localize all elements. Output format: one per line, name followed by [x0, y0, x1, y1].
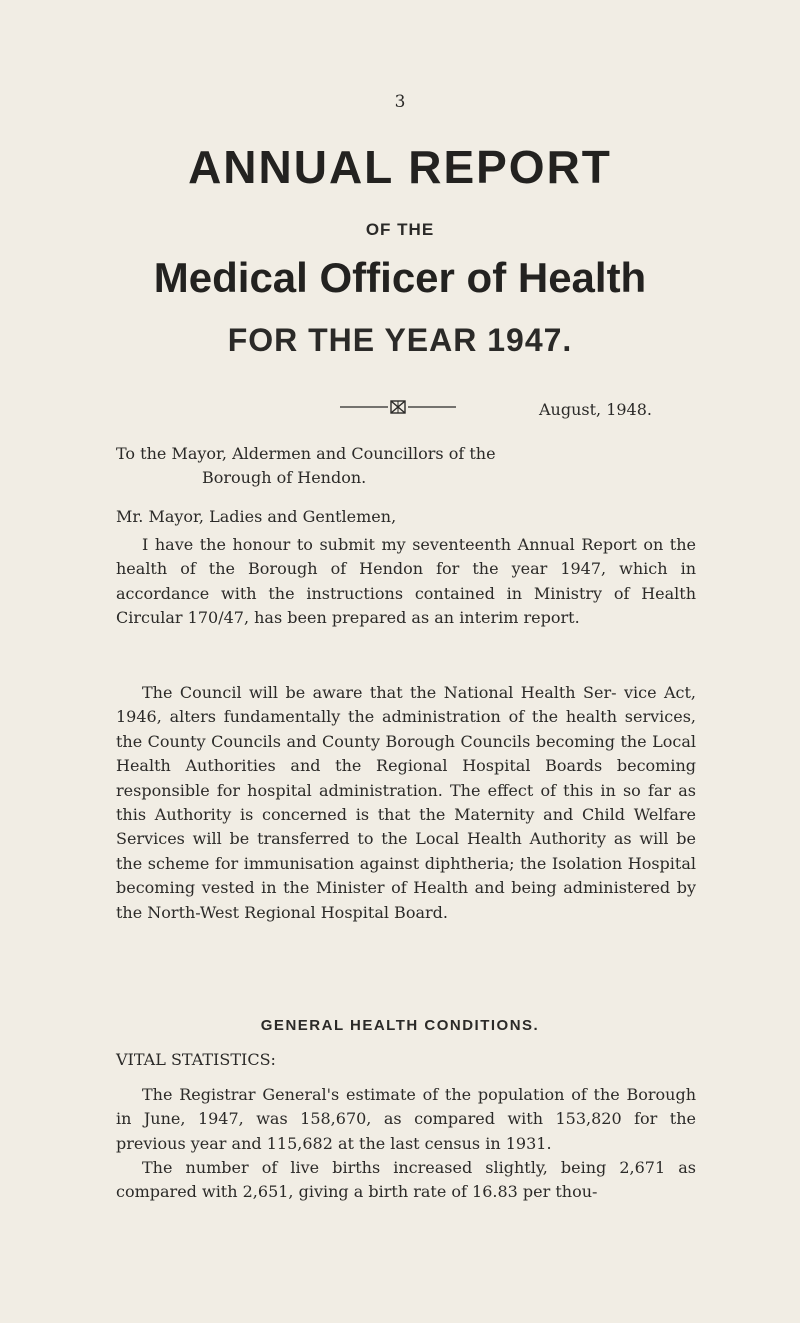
report-title: ANNUAL REPORT	[188, 141, 612, 193]
statistics-paragraph: The Registrar General's estimate of the population of the Borough in June, 1947, was 158,670, as compared with 153,820 for the previous year and 115,682 at the last census in 1931.	[116, 1085, 696, 1153]
address-line: Borough of Hendon.	[202, 468, 367, 487]
report-title-connector: OF THE	[365, 220, 435, 239]
salutation: Mr. Mayor, Ladies and Gentlemen,	[116, 507, 397, 526]
report-title-year: FOR THE YEAR 1947.	[227, 322, 573, 358]
body-paragraph: The Council will be aware that the National Health Ser- vice Act, 1946, alters fundamentally the administration of the health services, the County Councils and County Borough Councils becoming the Local Health Authorities and the Regional Hospital Boards becoming responsible for hospital administration. The effect of this in so far as this Authority is concerned is that the Maternity and Child Welfare Services will be transferred to the Local Health Authority as will be the scheme for immunisation against diphtheria; the Isolation Hospital becoming vested in the Minister of Health and being administered by the North-West Regional Hospital Board.	[116, 683, 696, 922]
address-line: To the Mayor, Aldermen and Councillors of the	[116, 444, 496, 463]
statistics-paragraph: The number of live births increased slightly, being 2,671 as compared with 2,651, giving a birth rate of 16.83 per thou-	[116, 1158, 696, 1202]
section-heading: GENERAL HEALTH CONDITIONS.	[260, 1017, 540, 1034]
page-number: 3	[394, 92, 406, 112]
fleuron-divider-icon	[340, 400, 456, 414]
report-date: August, 1948.	[538, 400, 652, 419]
body-paragraph: I have the honour to submit my seventeenth Annual Report on the health of the Borough of Hendon for the year 1947, which in accordance with the instructions contained in Ministry of Health Circular 170/47, has been prepared as an interim report.	[116, 535, 696, 628]
report-title-officer: Medical Officer of Health	[153, 254, 647, 301]
address-block	[116, 442, 496, 490]
subsection-heading: VITAL STATISTICS:	[116, 1050, 276, 1069]
